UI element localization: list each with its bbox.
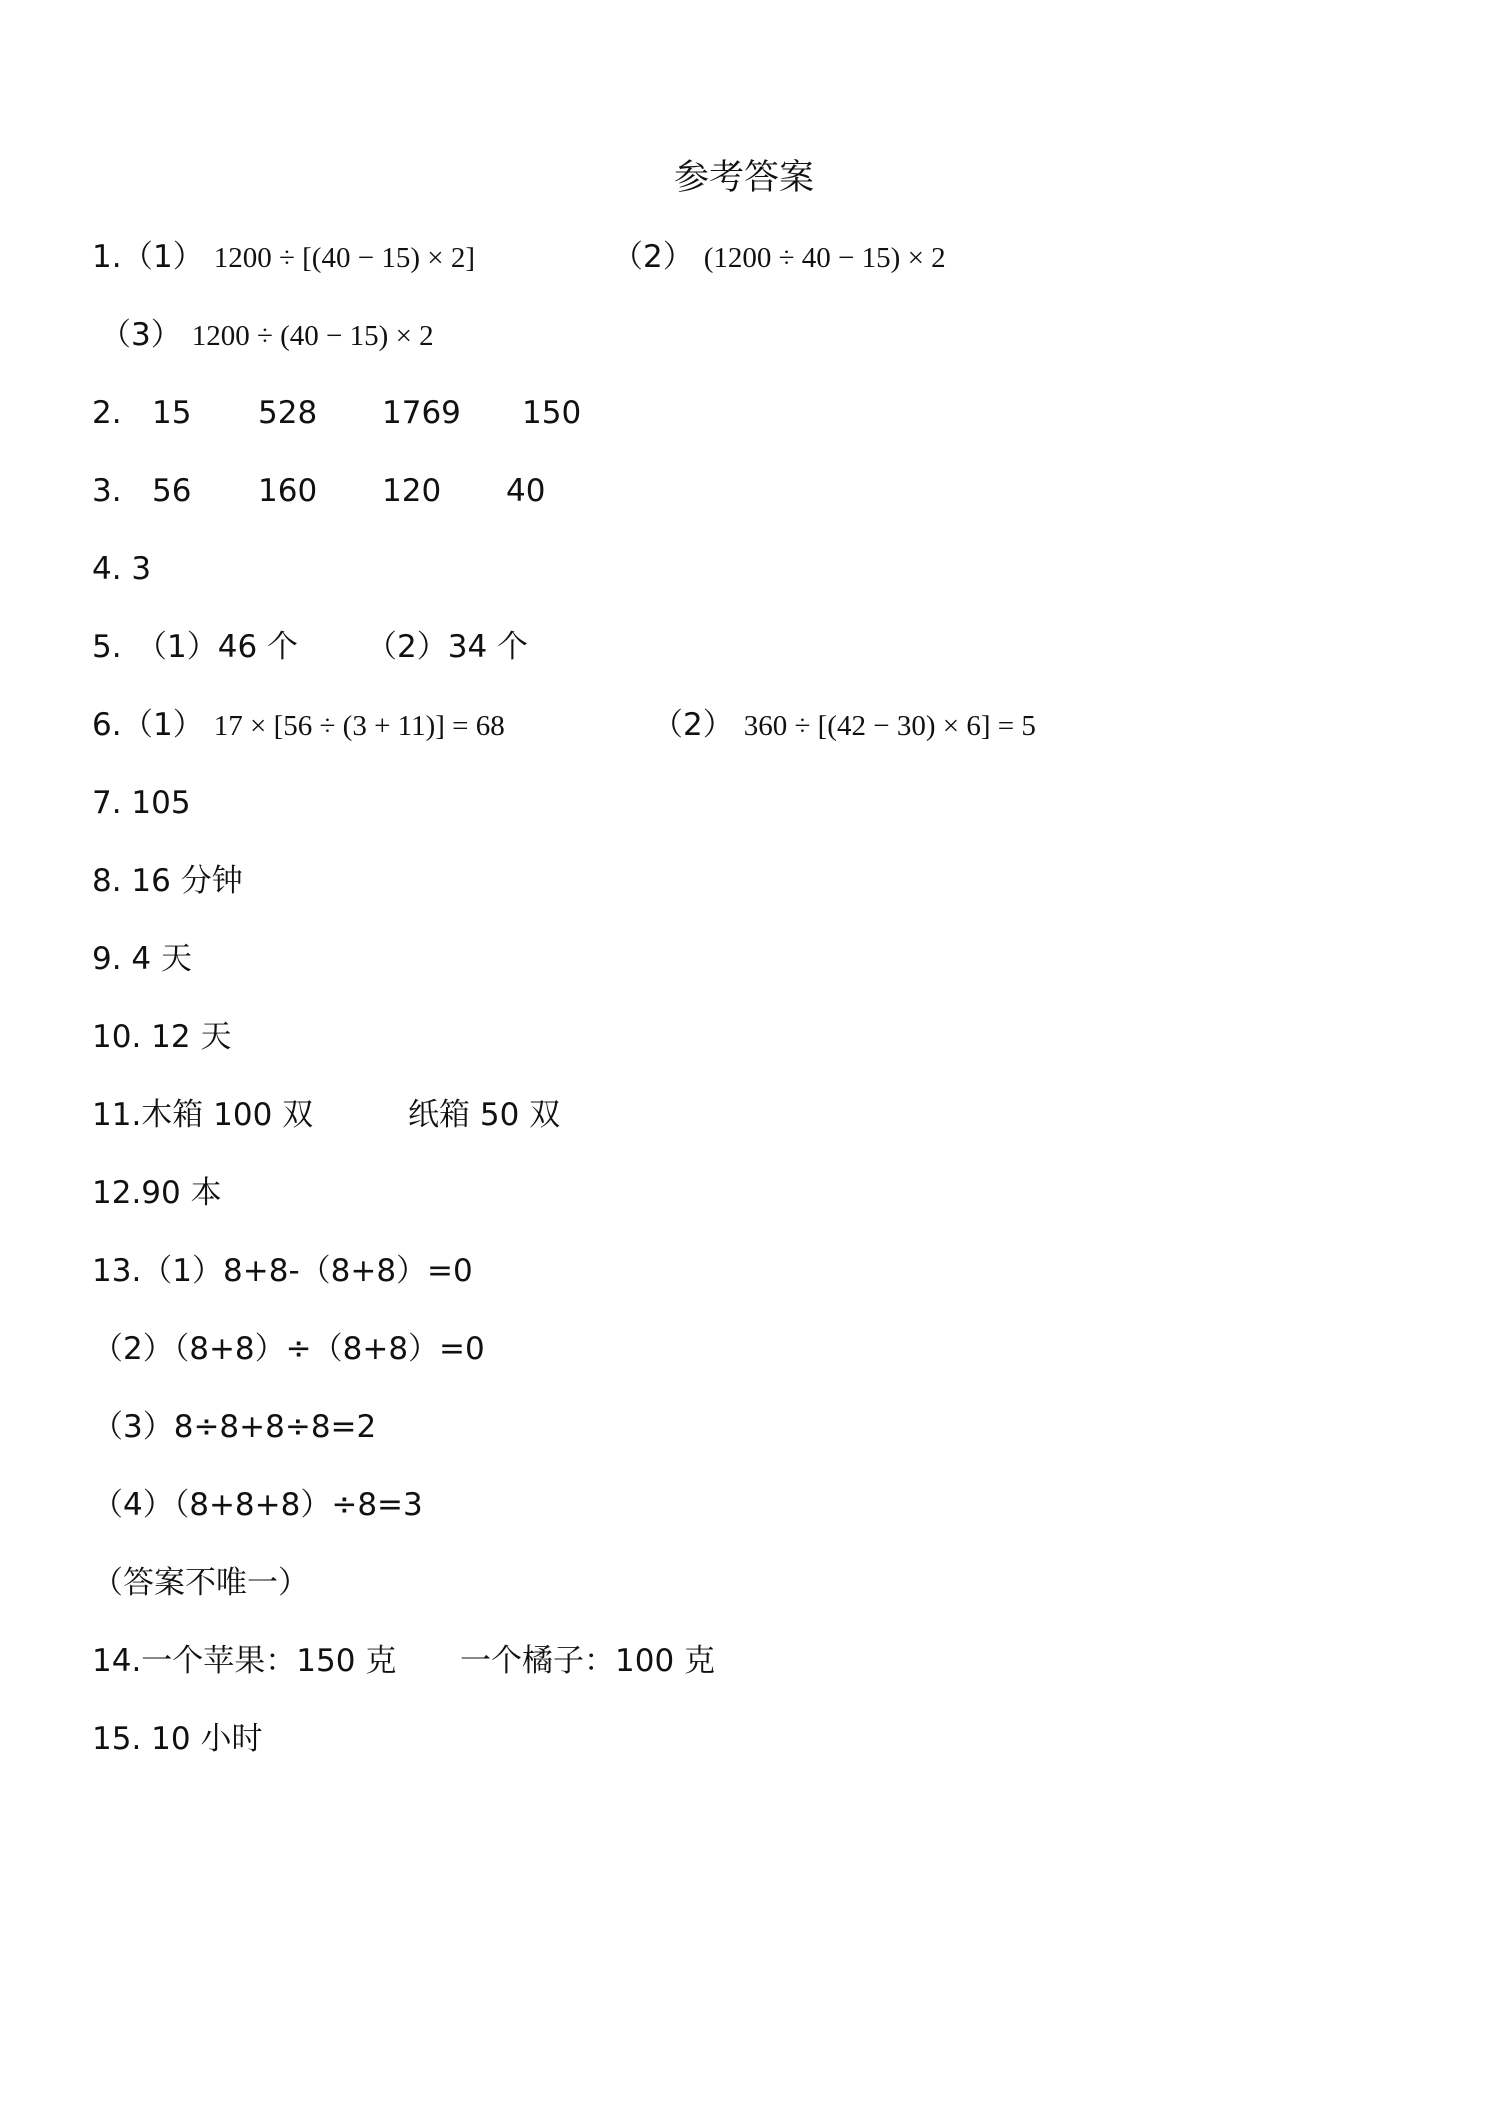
answer-9: 9. 4 天 bbox=[92, 941, 193, 977]
answer-3-number: 3. bbox=[92, 473, 122, 509]
answer-6-part1 bbox=[122, 702, 505, 749]
answer-5-number: 5. bbox=[92, 629, 122, 665]
answer-13-note: （答案不唯一） bbox=[92, 1565, 309, 1601]
answer-2-value-1: 15 bbox=[152, 395, 192, 431]
answer-12: 12.90 本 bbox=[92, 1175, 222, 1211]
answer-14-part1: 14.一个苹果：150 克 bbox=[92, 1643, 397, 1679]
answer-1-part3-label: （3） bbox=[100, 317, 182, 353]
answer-1-part1-label: （1） bbox=[122, 239, 204, 275]
answer-6-number: 6. bbox=[92, 707, 122, 743]
answer-11-part2: 纸箱 50 双 bbox=[408, 1097, 561, 1133]
page-title: 参考答案 bbox=[673, 158, 814, 198]
answer-1-part3 bbox=[100, 312, 434, 358]
answer-1-part2-label: （2） bbox=[612, 239, 694, 275]
answer-1-part2-expression: (1200 ÷ 40 − 15) × 2 bbox=[703, 242, 946, 274]
answer-3-value-1: 56 bbox=[152, 473, 192, 509]
answer-3-value-3: 120 bbox=[382, 473, 442, 509]
answer-4: 4. 3 bbox=[92, 551, 152, 587]
answer-5-part1: （1）46 个 bbox=[136, 629, 299, 665]
answer-6-part2-expression: 360 ÷ [(42 − 30) × 6] = 5 bbox=[743, 710, 1036, 742]
answer-5-part2: （2）34 个 bbox=[366, 629, 529, 665]
answer-1-part1 bbox=[122, 234, 475, 281]
answer-13-line-2: （2）（8+8）÷（8+8）=0 bbox=[92, 1331, 485, 1367]
answer-3-value-4: 40 bbox=[506, 473, 546, 509]
answer-2-value-3: 1769 bbox=[382, 395, 461, 431]
answer-2-number: 2. bbox=[92, 395, 122, 431]
answer-15: 15. 10 小时 bbox=[92, 1721, 263, 1757]
answer-14-part2: 一个橘子：100 克 bbox=[460, 1643, 716, 1679]
answer-2-value-4: 150 bbox=[522, 395, 582, 431]
answer-1-part2 bbox=[612, 234, 946, 281]
answer-7: 7. 105 bbox=[92, 785, 191, 821]
answer-8: 8. 16 分钟 bbox=[92, 863, 243, 899]
answer-1-part1-expression: 1200 ÷ [(40 − 15) × 2] bbox=[213, 242, 475, 274]
answer-13-line-1: 13.（1）8+8-（8+8）=0 bbox=[92, 1253, 473, 1289]
answer-6-part1-expression: 17 × [56 ÷ (3 + 11)] = 68 bbox=[213, 710, 505, 742]
answer-6-part2 bbox=[652, 702, 1036, 749]
answer-1-number: 1. bbox=[92, 239, 122, 275]
answer-13-line-4: （4）（8+8+8）÷8=3 bbox=[92, 1487, 423, 1523]
answer-11-part1: 11.木箱 100 双 bbox=[92, 1097, 314, 1133]
answer-3-value-2: 160 bbox=[258, 473, 318, 509]
answer-6-part1-label: （1） bbox=[122, 707, 204, 743]
answer-2-value-2: 528 bbox=[258, 395, 318, 431]
answer-1-part3-expression: 1200 ÷ (40 − 15) × 2 bbox=[191, 320, 434, 352]
answer-13-line-3: （3）8÷8+8÷8=2 bbox=[92, 1409, 377, 1445]
answer-10: 10. 12 天 bbox=[92, 1019, 232, 1055]
answer-6-part2-label: （2） bbox=[652, 707, 734, 743]
